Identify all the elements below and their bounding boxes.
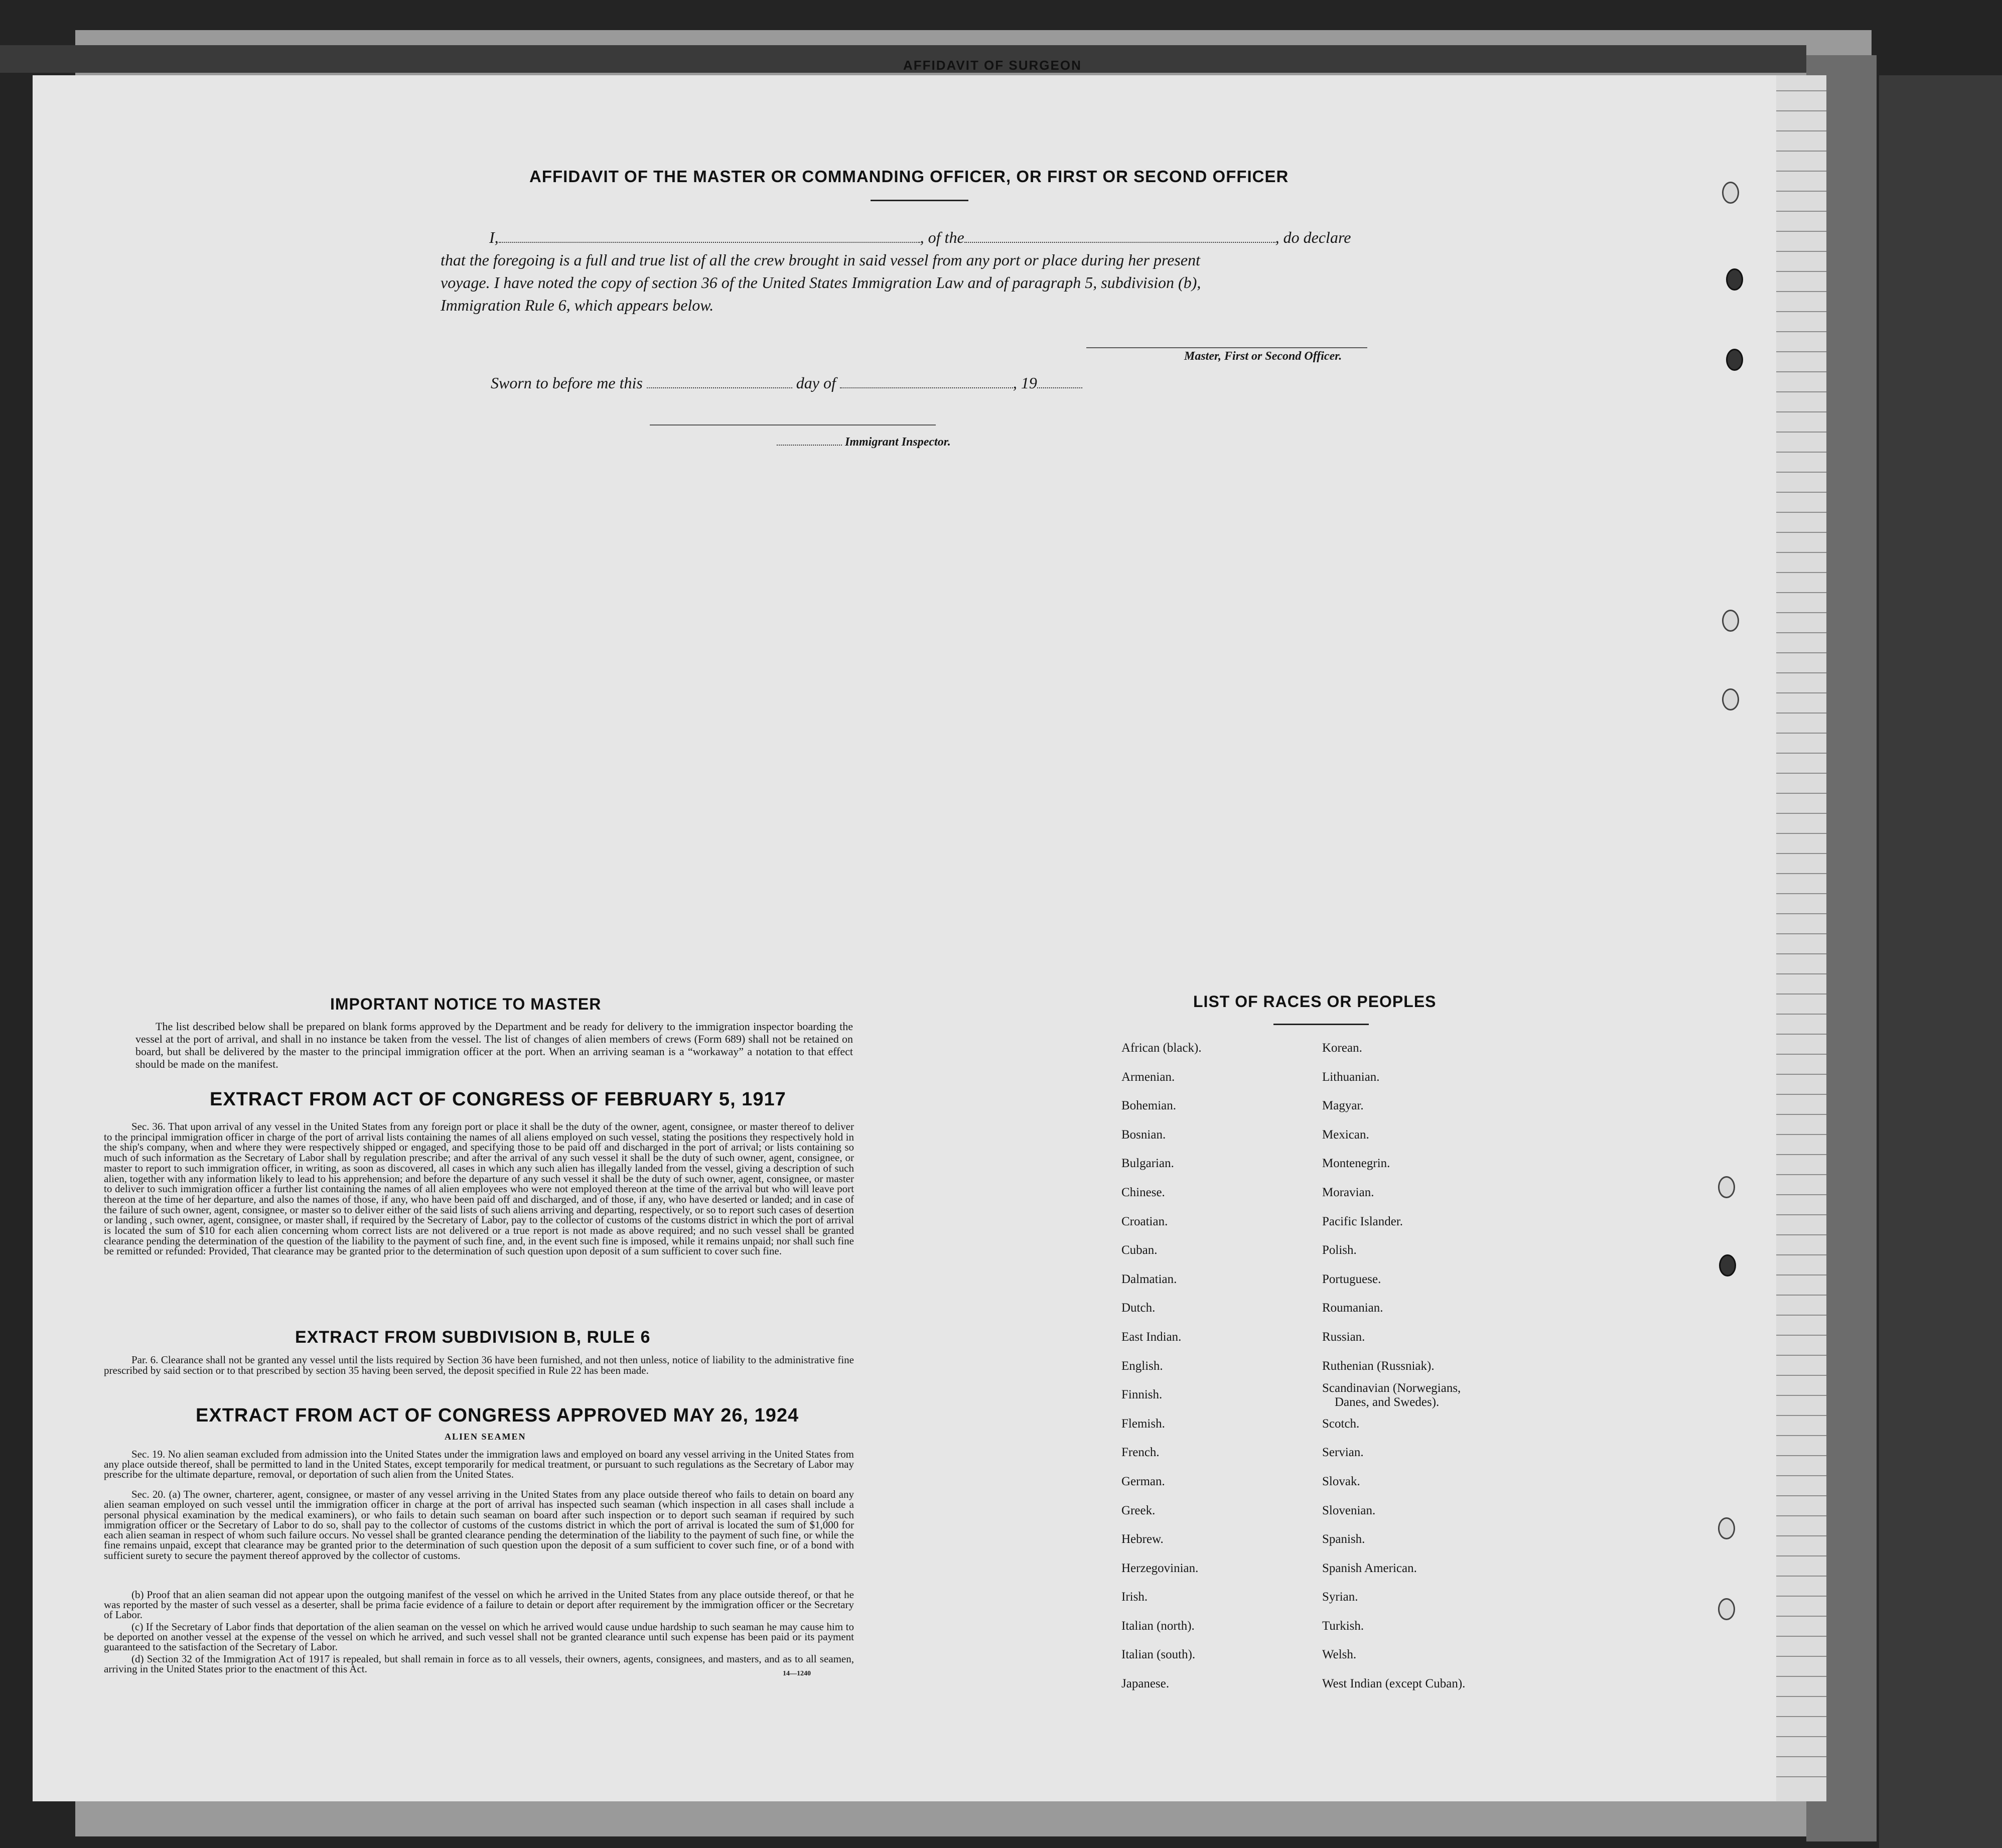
binder-hole [1726,268,1743,291]
form-number: 14—1240 [783,1670,811,1677]
race-item: East Indian. [1121,1330,1182,1344]
inspector-line: Immigrant Inspector. [777,436,951,449]
sec-20d: (d) Section 32 of the Immigration Act of 1917 is repealed, but shall remain in force as to all vessels, their owners, agents, consignees, and masters, and as to all seamen, arriving in the United States prior to the enactment of this Act. [104,1653,854,1675]
tab-ruling-line [1776,1274,1826,1275]
tab-ruling-line [1776,1756,1826,1757]
tab-ruling-line [1776,1014,1826,1015]
races-column-1 [1121,1034,1202,1698]
tab-ruling-line [1776,371,1826,372]
race-item: Croatian. [1121,1214,1168,1228]
signature-line [1086,347,1367,348]
tab-ruling-line [1776,1094,1826,1095]
tab-ruling-line [1776,1676,1826,1677]
tab-ruling-line [1776,1254,1826,1255]
inspector-dots [777,437,842,446]
extract-1917-title: EXTRACT FROM ACT OF CONGRESS OF FEBRUARY 5, 1917 [210,1089,786,1110]
tab-ruling-line [1776,130,1826,131]
race-item: Spanish. [1322,1532,1365,1546]
race-item: Japanese. [1121,1677,1170,1691]
affidavit-line-1: I, , of the , do declare [489,228,1351,246]
tab-ruling-line [1776,893,1826,894]
tab-ruling-line [1776,1435,1826,1436]
tab-ruling-line [1776,1295,1826,1296]
tab-ruling-line [1776,993,1826,994]
race-item: Slovenian. [1322,1503,1376,1517]
alien-seamen-subtitle: ALIEN SEAMEN [445,1432,526,1442]
race-item: Spanish American. [1322,1561,1417,1575]
race-item: Dutch. [1121,1301,1156,1315]
tab-ruling-line [1776,913,1826,914]
races-column-2 [1322,1034,1465,1698]
race-item: Russian. [1322,1330,1365,1344]
vessel-blank [964,229,1275,243]
race-item: English. [1121,1359,1163,1373]
binder-hole [1718,1598,1735,1620]
binder-hole [1718,1517,1735,1539]
binder-hole [1718,1176,1735,1198]
sec-20a: Sec. 20. (a) The owner, charterer, agent, consignee, or master of any vessel arriving in the United States from any place outside thereof who fails to detain on board any alien seaman employed on such vessel until the immigration officer in charge at the port of arrival has inspected such seaman (which inspection in all cases shall include a personal physical examination by the medical examiners), or who fails to detain such seaman on board after such inspection or to deport such seaman if required by such immigration officer or the Secretary of Labor to do so, shall pay to the collector of customs of the customs district in which the port of arrival is located the sum of $1,000 for each alien seaman in respect of whom such failure occurs. No vessel shall be granted clearance pending the determination of the liability to the payment of such fine, or while the fine remains unpaid, except that clearance may be granted prior to the determination of such question upon the deposit of a sum sufficient to cover such fine, or of a bond with sufficient surety to secure the payment thereof approved by the collector of customs. [104,1488,854,1561]
tab-ruling-line [1776,672,1826,673]
tab-ruling-line [1776,1395,1826,1396]
tab-ruling-line [1776,692,1826,693]
race-item: Turkish. [1322,1619,1364,1633]
race-item: Korean. [1322,1041,1362,1055]
race-item: Italian (north). [1121,1619,1195,1633]
tab-ruling-line [1776,472,1826,473]
tab-ruling-line [1776,733,1826,734]
sec-20b: (b) Proof that an alien seaman did not appear upon the outgoing manifest of the vessel on which he arrived in the United States from any place outside thereof, or that he was reported by the master of such vessel as a deserter, shall be prima facie evidence of a failure to detain or deport after requirement by the immigration officer or the Secretary of Labor. [104,1589,854,1621]
binder-hole [1719,1254,1736,1276]
race-item: German. [1121,1474,1165,1488]
tab-ruling-line [1776,1194,1826,1195]
tab-ruling-line [1776,1114,1826,1115]
tab-ruling-line [1776,1355,1826,1356]
tab-ruling-line [1776,251,1826,252]
race-item: Italian (south). [1121,1648,1196,1662]
sec-19: Sec. 19. No alien seaman excluded from admission into the United States under the immigration laws and employed on board any vessel arriving in the United States from any place outside thereof, shall be permitted to land in the United States, except temporarily for medical treatment, or pursuant to such regulations as the Secretary of Labor may prescribe for the ultimate departure, removal, or deportation of such alien from the United States. [104,1448,854,1480]
tab-ruling-line [1776,391,1826,392]
tab-ruling-line [1776,1335,1826,1336]
tab-ruling-line [1776,612,1826,613]
sworn-year-blank [1037,374,1082,388]
tab-ruling-line [1776,1535,1826,1536]
notice-title: IMPORTANT NOTICE TO MASTER [330,995,602,1013]
race-item: Pacific Islander. [1322,1214,1403,1228]
tab-ruling-line [1776,853,1826,854]
tab-ruling-line [1776,291,1826,292]
extract-1924-title: EXTRACT FROM ACT OF CONGRESS APPROVED MAY 26, 1924 [196,1405,799,1426]
tab-ruling-line [1776,1475,1826,1476]
tab-ruling-line [1776,652,1826,653]
tab-ruling-line [1776,492,1826,493]
sec-20c: (c) If the Secretary of Labor finds that deportation of the alien seaman on the vessel on which he arrived would cause undue hardship to such seaman he may cause him to be deported on another vessel at the expense of the vessel on which he arrived, and such vessel shall not be granted clearance until such expense has been paid or its payment guaranteed to the satisfaction of the Secretary of Labor. [104,1621,854,1653]
subdivision-b-body: Par. 6. Clearance shall not be granted any vessel until the lists required by Section 36 have been furnished, and not then unless, notice of liability to the administrative fine prescribed by said section or to that prescribed by section 35 having been served, the deposit specified in Rule 22 has been made. [104,1354,854,1376]
tab-ruling-line [1776,1054,1826,1055]
race-item: Ruthenian (Russniak). [1322,1359,1435,1373]
tab-ruling-line [1776,452,1826,453]
tab-ruling-line [1776,1656,1826,1657]
tab-ruling-line [1776,151,1826,152]
tab-ruling-line [1776,1736,1826,1737]
inspector-signature-line [650,424,936,425]
affidavit-title: AFFIDAVIT OF THE MASTER OR COMMANDING OFFICER, OR FIRST OR SECOND OFFICER [529,167,1289,186]
race-item: Scotch. [1322,1416,1360,1431]
race-item: Portuguese. [1322,1272,1381,1286]
tab-ruling-line [1776,793,1826,794]
tab-ruling-line [1776,1415,1826,1416]
affidavit-line-4: Immigration Rule 6, which appears below. [441,296,714,314]
tab-ruling-line [1776,632,1826,633]
tab-ruling-line [1776,933,1826,934]
tab-ruling-line [1776,1134,1826,1135]
notice-body: The list described below shall be prepared on blank forms approved by the Department and be ready for delivery to the immigration inspector boarding the vessel at the port of arrival, and shall in no instance be taken from the vessel. The list of changes of alien members of crews (Form 689) shall not be retained on board, but shall be delivered by the master to the principal immigration officer at the port. When an arriving seaman is a “workaway” a notation to that effect should be made on the manifest. [135,1020,853,1070]
race-item: Bosnian. [1121,1127,1166,1142]
tab-ruling-line [1776,953,1826,954]
race-item: Irish. [1121,1590,1148,1604]
tab-ruling-line [1776,1776,1826,1777]
tab-ruling-line [1776,211,1826,212]
race-item: Slovak. [1322,1474,1360,1488]
tab-ruling-line [1776,1214,1826,1215]
race-item: Roumanian. [1322,1301,1383,1315]
race-item: African (black). [1121,1041,1202,1055]
tab-ruling-line [1776,1576,1826,1577]
tab-ruling-line [1776,1555,1826,1556]
sworn-month-blank [840,374,1013,388]
tab-ruling-line [1776,873,1826,874]
races-title: LIST OF RACES OR PEOPLES [1193,992,1437,1011]
race-item: Magyar. [1322,1099,1364,1113]
tab-ruling-line [1776,1234,1826,1235]
affidavit-line-2: that the foregoing is a full and true list of all the crew brought in said vessel from any port or place during her present [441,251,1200,269]
race-item: Lithuanian. [1322,1070,1380,1084]
race-item: Hebrew. [1121,1532,1164,1546]
subdivision-b-title: EXTRACT FROM SUBDIVISION B, RULE 6 [295,1328,651,1347]
name-blank [499,229,920,243]
tab-ruling-line [1776,753,1826,754]
top-edge-text: AFFIDAVIT OF SURGEON [903,58,1082,73]
race-item-line1: Scandinavian (Norwegians, [1322,1381,1461,1395]
race-item [1322,1380,1465,1409]
races-title-rule [1273,1024,1369,1025]
tab-ruling-line [1776,1696,1826,1697]
tab-ruling-line [1776,813,1826,814]
tab-ruling-line [1776,1495,1826,1496]
tab-ruling-line [1776,90,1826,91]
race-item: West Indian (except Cuban). [1322,1677,1466,1691]
tab-ruling-line [1776,1315,1826,1316]
tab-ruling-line [1776,311,1826,312]
binder-hole [1722,688,1739,710]
race-item: Montenegrin. [1322,1157,1390,1171]
tab-ruling-line [1776,1716,1826,1717]
tab-ruling-line [1776,1616,1826,1617]
tab-ruling-line [1776,1154,1826,1155]
tab-ruling-line [1776,713,1826,714]
sworn-day-blank [647,374,792,388]
tab-ruling-line [1776,1074,1826,1075]
race-item: Chinese. [1121,1185,1165,1199]
binder-hole [1726,349,1743,371]
binder-hole [1722,182,1739,204]
tab-ruling-line [1776,110,1826,111]
affidavit-line-3: voyage. I have noted the copy of section 36 of the United States Immigration Law and of paragraph 5, subdivision (b), [441,273,1201,292]
tab-ruling-line [1776,512,1826,513]
race-item: Cuban. [1121,1243,1158,1257]
race-item: Greek. [1121,1503,1156,1517]
race-item: Welsh. [1322,1648,1357,1662]
race-item: Mexican. [1322,1127,1369,1142]
signature-caption: Master, First or Second Officer. [1184,350,1342,363]
race-item: French. [1121,1446,1160,1460]
right-dark-edge [1879,75,2002,1848]
tab-ruling-line [1776,331,1826,332]
race-item: Bulgarian. [1121,1157,1174,1171]
race-item: Flemish. [1121,1416,1165,1431]
race-item: Bohemian. [1121,1099,1177,1113]
tab-ruling-line [1776,833,1826,834]
tab-ruling-line [1776,1515,1826,1516]
race-item: Moravian. [1322,1185,1374,1199]
tab-ruling-line [1776,1174,1826,1175]
tab-ruling-line [1776,592,1826,593]
race-item-line2: Danes, and Swedes). [1335,1395,1440,1409]
tab-ruling-line [1776,973,1826,974]
extract-1917-body: Sec. 36. That upon arrival of any vessel in the United States from any foreign port or place it shall be the duty of the owner, agent, consignee, or master thereof to deliver to the principal immigration officer in charge of the port of arrival lists containing the names of all aliens employed on such vessel, stating the positions they respectively hold in the ship's company, when and where they were respectively shipped or engaged, and specifying those to be paid off and discharged in the port of arrival; or lists containing so much of such information as the Secretary of Labor shall by regulation prescribe; and after the arrival of any such vessel it shall be the duty of such owner, agent, consignee, or master to report to such immigration officer, in writing, as soon as discovered, all cases in which any such alien has illegally landed from the vessel, giving a description of such alien, together with any information likely to lead to his apprehension; and before the departure of any such vessel it shall be the duty of such owner, agent, consignee, or master to deliver to such immigration officer a further list containing the names of all alien employees who were not employed thereon at the time of the arrival but who will leave port thereon at the time of her departure, and also the names of those, if any, who have been paid off and discharged, and of those, if any, who have deserted or landed; and in case of the failure of such owner, agent, consignee, or master so to deliver either of the said lists of such aliens arriving and departing, respectively, or so to report such cases of desertion or landing , such owner, agent, consignee, or master shall, if required by the Secretary of Labor, pay to the collector of customs of the customs district in which the port of arrival is located the sum of $10 for each alien concerning whom correct lists are not delivered or a true report is not made as above required; and no such vessel shall be granted clearance pending the determination of the question of the liability to the payment of such fine, and, in the event such fine is imposed, while it remains unpaid; nor shall such fine be remitted or refunded: Provided, That clearance may be granted prior to the determination of such question upon deposit of a sum sufficient to cover such fine. [104,1120,854,1257]
tab-ruling-line [1776,231,1826,232]
tab-ruling-line [1776,1455,1826,1456]
tab-ruling-line [1776,411,1826,412]
tab-ruling-line [1776,191,1826,192]
race-item: Dalmatian. [1121,1272,1177,1286]
sworn-line: Sworn to before me this day of , 19 [491,374,1082,392]
race-item: Polish. [1322,1243,1357,1257]
race-item: Syrian. [1322,1590,1358,1604]
affidavit-title-rule [871,200,968,201]
tab-ruling-line [1776,351,1826,352]
tab-ruling-line [1776,1636,1826,1637]
race-item: Herzegovinian. [1121,1561,1199,1575]
race-item: Armenian. [1121,1070,1175,1084]
tab-ruling-line [1776,1596,1826,1597]
tab-ruling-line [1776,572,1826,573]
tab-ruling-line [1776,773,1826,774]
tab-ruling-line [1776,1034,1826,1035]
race-item: Servian. [1322,1446,1364,1460]
tab-ruling-line [1776,432,1826,433]
binder-hole [1722,610,1739,632]
tab-ruling-line [1776,171,1826,172]
tab-ruling-line [1776,1375,1826,1376]
tab-ruling-line [1776,271,1826,272]
index-tab-strip [1776,75,1826,1801]
race-item: Finnish. [1121,1388,1163,1402]
tab-ruling-line [1776,532,1826,533]
tab-ruling-line [1776,552,1826,553]
